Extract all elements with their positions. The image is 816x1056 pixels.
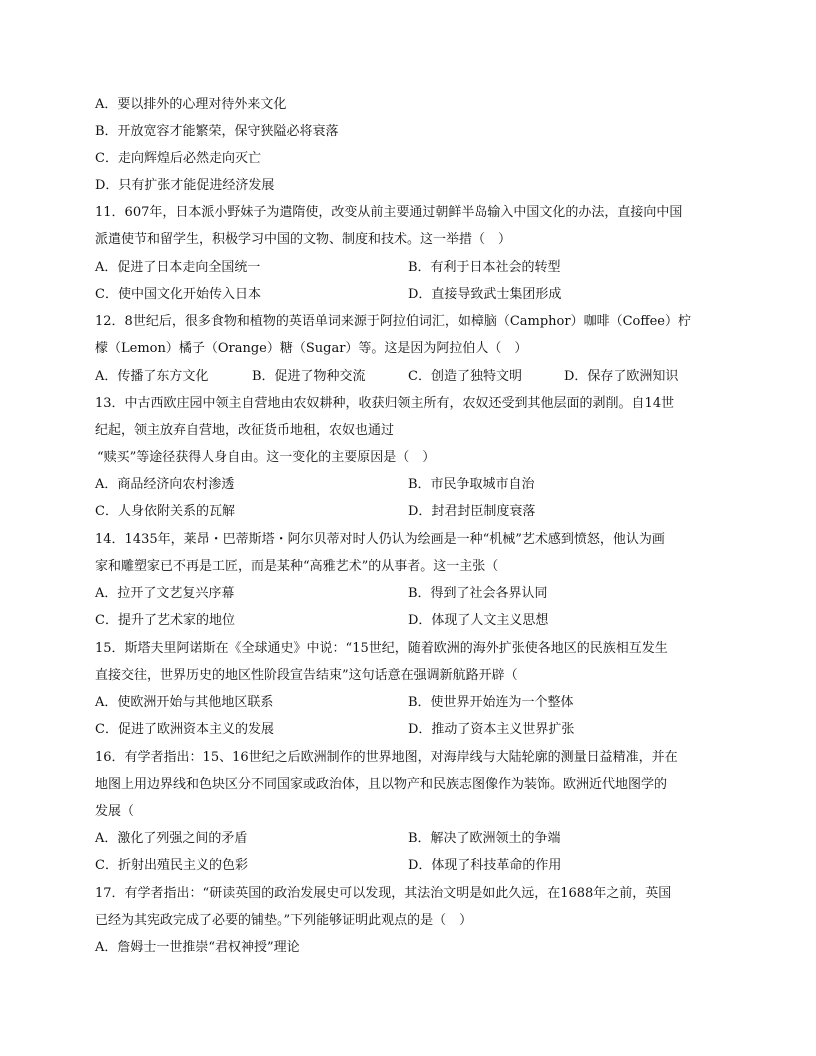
q11-option-a: A．促进了日本走向全国统一	[95, 260, 261, 275]
q12-stem-line2: 檬（Lemon）橘子（Orange）糖（Sugar）等。这是因为阿拉伯人（ ）	[95, 341, 528, 356]
q11-option-d: D．直接导致武士集团形成	[408, 287, 562, 302]
q11-option-b: B．有利于日本社会的转型	[408, 260, 561, 275]
q13-stem-line3: “赎买”等途径获得人身自由。这一变化的主要原因是（ ）	[97, 450, 436, 465]
q17-stem-line2: 已经为其宪政完成了必要的铺垫。”下列能够证明此观点的是（ ）	[95, 913, 473, 928]
q16-stem-line1: 16．有学者指出：15、16世纪之后欧洲制作的世界地图，对海岸线与大陆轮廓的测量日益精准，并在	[95, 750, 678, 765]
q15-option-c: C．促进了欧洲资本主义的发展	[95, 722, 274, 737]
q13-stem-line2: 纪起，领主放弃自营地，改征货币地租，农奴也通过	[95, 423, 395, 438]
q14-stem-line1: 14．1435年，莱昂・巴蒂斯塔・阿尔贝蒂对时人仍认为绘画是一种“机械”艺术感到愤怒，他认为画	[95, 532, 665, 547]
q10-option-c: C．走向辉煌后必然走向灭亡	[95, 151, 261, 166]
q16-option-b: B．解决了欧洲领土的争端	[408, 831, 561, 846]
q13-option-a: A．商品经济向农村渗透	[95, 477, 235, 492]
q15-option-d: D．推动了资本主义世界扩张	[408, 722, 575, 737]
q15-stem-line1: 15．斯塔夫里阿诺斯在《全球通史》中说：“15世纪，随着欧洲的海外扩张使各地区的民族相互发生	[95, 641, 668, 656]
q16-stem-line3: 发展（	[95, 804, 135, 819]
q13-option-d: D．封君封臣制度衰落	[408, 504, 536, 519]
q12-option-c: C．创造了独特文明	[408, 369, 522, 384]
q11-stem-line2: 派遣使节和留学生，积极学习中国的文物、制度和技术。这一举措（ ）	[95, 232, 512, 247]
q12-option-b: B．促进了物种交流	[252, 369, 366, 384]
q15-option-a: A．使欧洲开始与其他地区联系	[95, 695, 274, 710]
q10-option-b: B．开放宽容才能繁荣，保守狭隘必将衰落	[95, 124, 339, 139]
q15-stem-line2: 直接交往，世界历史的地区性阶段宣告结束”这句话意在强调新航路开辟（	[95, 668, 518, 683]
q17-stem-line1: 17．有学者指出：“研读英国的政治发展史可以发现，其法治文明是如此久远，在1688年之前，英国	[95, 886, 672, 901]
q13-stem-line1: 13．中古西欧庄园中领主自营地由农奴耕种，收获归领主所有，农奴还受到其他层面的剥削。自14世	[95, 396, 675, 411]
q15-option-b: B．使世界开始连为一个整体	[408, 695, 574, 710]
q16-option-c: C．折射出殖民主义的色彩	[95, 858, 248, 873]
q12-option-d: D．保存了欧洲知识	[564, 369, 679, 384]
q11-option-c: C．使中国文化开始传入日本	[95, 287, 261, 302]
q10-option-a: A．要以排外的心理对待外来文化	[95, 97, 287, 112]
q14-option-d: D．体现了人文主义思想	[408, 613, 549, 628]
q16-option-d: D．体现了科技革命的作用	[408, 858, 562, 873]
q12-stem-line1: 12．8世纪后，很多食物和植物的英语单词来源于阿拉伯词汇，如樟脑（Camphor）咖啡（Coffee）柠	[95, 314, 691, 329]
q14-option-b: B．得到了社会各界认同	[408, 586, 548, 601]
q12-option-a: A．传播了东方文化	[95, 369, 209, 384]
q16-option-a: A．激化了列强之间的矛盾	[95, 831, 248, 846]
q13-option-b: B．市民争取城市自治	[408, 477, 535, 492]
q14-option-a: A．拉开了文艺复兴序幕	[95, 586, 235, 601]
q14-option-c: C．提升了艺术家的地位	[95, 613, 235, 628]
q16-stem-line2: 地图上用边界线和色块区分不同国家或政治体，且以物产和民族志图像作为装饰。欧洲近代地图学的	[95, 777, 668, 792]
q13-option-c: C．人身依附关系的瓦解	[95, 504, 235, 519]
q11-stem-line1: 11．607年，日本派小野妹子为遣隋使，改变从前主要通过朝鲜半岛输入中国文化的办法，直接向中国	[95, 205, 683, 220]
q14-stem-line2: 家和雕塑家已不再是工匠，而是某种“高雅艺术”的从事者。这一主张（	[95, 559, 499, 574]
q10-option-d: D．只有扩张才能促进经济发展	[95, 178, 275, 193]
q17-option-a: A．詹姆士一世推崇“君权神授”理论	[95, 940, 300, 955]
